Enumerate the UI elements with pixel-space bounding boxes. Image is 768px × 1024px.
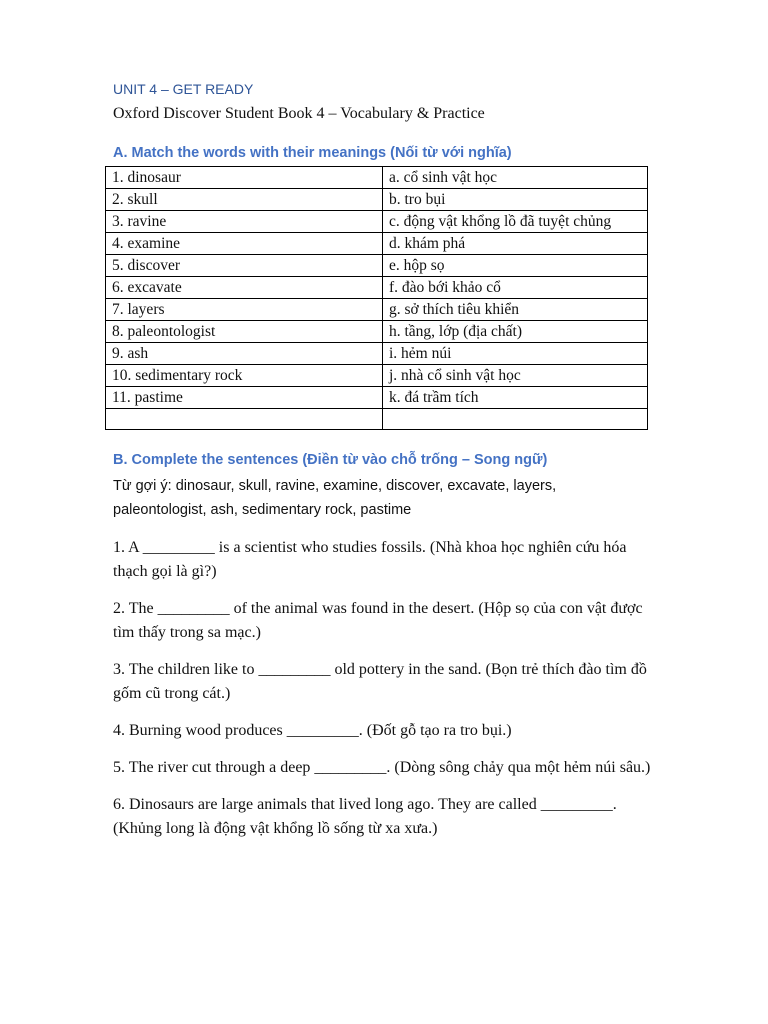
document-page	[113, 78, 653, 841]
table-row	[106, 321, 648, 343]
sentence-item: 5. The river cut through a deep _________. (Dòng sông chảy qua một hẻm núi sâu.)	[113, 759, 651, 776]
table-row	[106, 233, 648, 255]
word-cell: 5. discover	[106, 255, 383, 277]
word-cell: 11. pastime	[106, 387, 383, 409]
meaning-cell: e. hộp sọ	[383, 255, 648, 277]
meaning-cell	[383, 409, 648, 430]
meaning-cell: g. sở thích tiêu khiển	[383, 299, 648, 321]
word-cell: 4. examine	[106, 233, 383, 255]
table-row	[106, 189, 648, 211]
table-row	[106, 365, 648, 387]
meaning-cell: h. tầng, lớp (địa chất)	[383, 321, 648, 343]
meaning-cell: c. động vật khổng lồ đã tuyệt chủng	[383, 211, 648, 233]
meaning-cell: f. đào bới khảo cổ	[383, 277, 648, 299]
word-cell	[106, 409, 383, 430]
table-row	[106, 211, 648, 233]
table-row	[106, 277, 648, 299]
word-cell: 3. ravine	[106, 211, 383, 233]
sentence-item: 3. The children like to _________ old pottery in the sand. (Bọn trẻ thích đào tìm đồ gốm cũ trong cát.)	[113, 661, 647, 702]
sentence-item: 2. The _________ of the animal was found in the desert. (Hộp sọ của con vật được tìm thấy trong sa mạc.)	[113, 600, 643, 641]
meaning-cell: k. đá trầm tích	[383, 387, 648, 409]
word-cell: 10. sedimentary rock	[106, 365, 383, 387]
table-row	[106, 255, 648, 277]
table-row	[106, 387, 648, 409]
word-hint: Từ gợi ý: dinosaur, skull, ravine, examine, discover, excavate, layers, paleontologist, ash, sedimentary rock, pastime	[113, 478, 557, 518]
word-cell: 7. layers	[106, 299, 383, 321]
sentence-item: 6. Dinosaurs are large animals that lived long ago. They are called _________. (Khủng long là động vật khổng lồ sống từ xa xưa.)	[113, 796, 617, 837]
table-row	[106, 167, 648, 189]
vocabulary-match-table	[105, 166, 648, 430]
unit-title: UNIT 4 – GET READY	[113, 81, 254, 97]
sentence-item: 4. Burning wood produces _________. (Đốt gỗ tạo ra tro bụi.)	[113, 722, 512, 739]
table-row-empty	[106, 409, 648, 430]
section-a-heading: A. Match the words with their meanings (Nối từ với nghĩa)	[113, 145, 512, 161]
meaning-cell: i. hẻm núi	[383, 343, 648, 365]
word-cell: 2. skull	[106, 189, 383, 211]
meaning-cell: b. tro bụi	[383, 189, 648, 211]
word-cell: 6. excavate	[106, 277, 383, 299]
table-row	[106, 299, 648, 321]
word-cell: 9. ash	[106, 343, 383, 365]
word-cell: 8. paleontologist	[106, 321, 383, 343]
meaning-cell: j. nhà cổ sinh vật học	[383, 365, 648, 387]
word-cell: 1. dinosaur	[106, 167, 383, 189]
meaning-cell: d. khám phá	[383, 233, 648, 255]
document-subtitle: Oxford Discover Student Book 4 – Vocabulary & Practice	[113, 105, 485, 122]
section-b-heading: B. Complete the sentences (Điền từ vào chỗ trống – Song ngữ)	[113, 452, 548, 468]
sentence-item: 1. A _________ is a scientist who studies fossils. (Nhà khoa học nghiên cứu hóa thạch gọi là gì?)	[113, 539, 627, 580]
table-row	[106, 343, 648, 365]
meaning-cell: a. cổ sinh vật học	[383, 167, 648, 189]
